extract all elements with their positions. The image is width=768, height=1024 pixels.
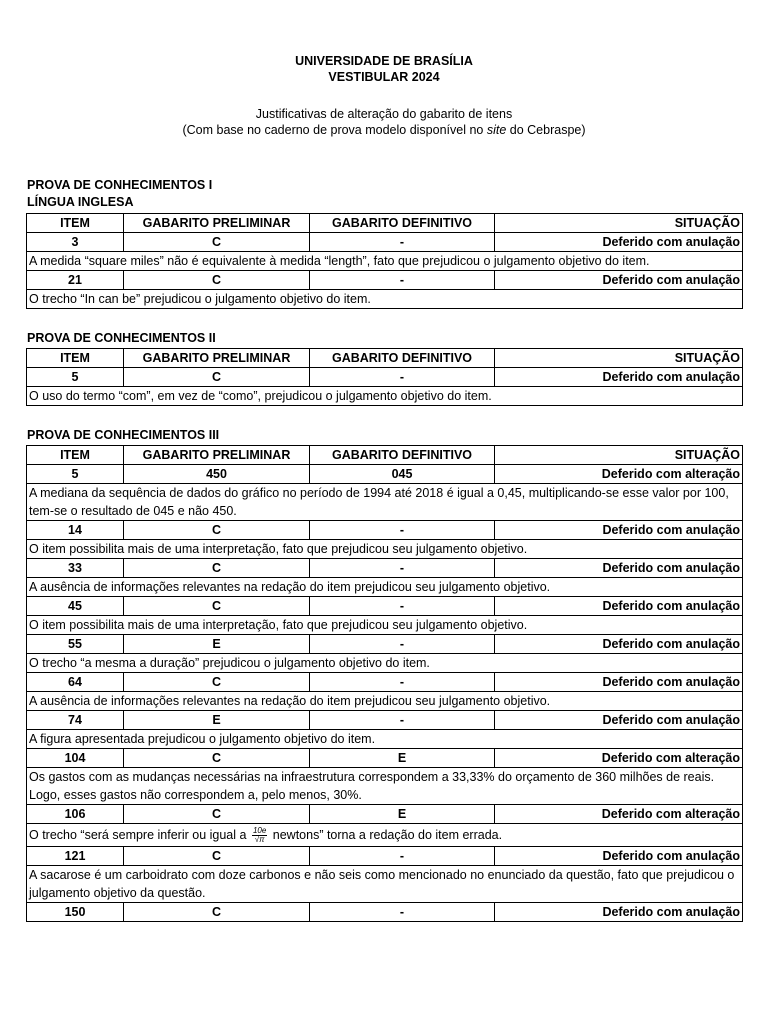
table-row <box>27 635 743 654</box>
table-row <box>27 465 743 484</box>
gabarito-definitivo: - <box>310 711 495 730</box>
justification-row <box>27 768 743 805</box>
situacao: Deferido com anulação <box>495 368 743 387</box>
exam-title: VESTIBULAR 2024 <box>328 70 440 84</box>
situacao: Deferido com anulação <box>495 559 743 578</box>
gabarito-preliminar: C <box>124 673 310 692</box>
note-text-end: do Cebraspe) <box>506 123 586 137</box>
gabarito-preliminar: 450 <box>124 465 310 484</box>
table-header-row <box>27 214 743 233</box>
justificativa-text-end: newtons” torna a redação do item errada. <box>269 827 503 842</box>
justificativa: A sacarose é um carboidrato com doze carbonos e não seis como mencionado no enunciado da questão, fato que prejudicou o julgamento objetivo da questão. <box>27 866 743 903</box>
situacao: Deferido com anulação <box>495 597 743 616</box>
gabarito-definitivo: - <box>310 673 495 692</box>
justification-row <box>27 290 743 309</box>
section-subtitle: LÍNGUA INGLESA <box>27 195 134 209</box>
situacao: Deferido com anulação <box>495 271 743 290</box>
section-title: PROVA DE CONHECIMENTOS II <box>27 331 216 345</box>
math-fraction <box>252 827 267 844</box>
fraction-denominator: √π <box>254 835 265 845</box>
situacao: Deferido com alteração <box>495 749 743 768</box>
gabarito-preliminar: C <box>124 233 310 252</box>
situacao: Deferido com anulação <box>495 233 743 252</box>
gabarito-preliminar: C <box>124 559 310 578</box>
gabarito-definitivo: - <box>310 559 495 578</box>
gabarito-preliminar: C <box>124 903 310 922</box>
justificativa: A medida “square miles” não é equivalente à medida “length”, fato que prejudicou o julgamento objetivo do item. <box>27 252 743 271</box>
gabarito-definitivo: - <box>310 847 495 866</box>
situacao: Deferido com alteração <box>495 465 743 484</box>
justificativa-text-start: O trecho “será sempre inferir ou igual a <box>29 827 250 842</box>
col-header-situacao: SITUAÇÃO <box>495 446 743 465</box>
gabarito-definitivo: - <box>310 521 495 540</box>
item-number: 14 <box>27 521 124 540</box>
situacao: Deferido com anulação <box>495 903 743 922</box>
item-number: 5 <box>27 465 124 484</box>
justification-row <box>27 866 743 903</box>
table-row <box>27 597 743 616</box>
item-number: 74 <box>27 711 124 730</box>
justificativa: A ausência de informações relevantes na redação do item prejudicou seu julgamento objetivo. <box>27 692 743 711</box>
item-number: 121 <box>27 847 124 866</box>
note-text-start: (Com base no caderno de prova modelo disponível no <box>182 123 487 137</box>
table-row <box>27 805 743 824</box>
justificativa: A ausência de informações relevantes na redação do item prejudicou seu julgamento objetivo. <box>27 578 743 597</box>
table-row <box>27 903 743 922</box>
table-header-row <box>27 446 743 465</box>
item-number: 64 <box>27 673 124 692</box>
gabarito-preliminar: E <box>124 635 310 654</box>
table-row <box>27 559 743 578</box>
gabarito-preliminar: C <box>124 805 310 824</box>
gabarito-preliminar: C <box>124 521 310 540</box>
justification-row <box>27 387 743 406</box>
gabarito-preliminar: C <box>124 271 310 290</box>
col-header-situacao: SITUAÇÃO <box>495 214 743 233</box>
justificativa: A mediana da sequência de dados do gráfico no período de 1994 até 2018 é igual a 0,45, multiplicando-se esse valor por 100, tem-se o resultado de 045 e não 450. <box>27 484 743 521</box>
section-title: PROVA DE CONHECIMENTOS III <box>27 428 220 442</box>
justification-row <box>27 540 743 559</box>
justificativa: Os gastos com as mudanças necessárias na infraestrutura correspondem a 33,33% do orçamento de 360 milhões de reais. Logo, esses gastos não correspondem a, pelo menos, 30%. <box>27 768 743 805</box>
justificativa: O uso do termo “com”, em vez de “como”, prejudicou o julgamento objetivo do item. <box>27 387 743 406</box>
item-number: 55 <box>27 635 124 654</box>
gabarito-definitivo: - <box>310 903 495 922</box>
col-header-situacao: SITUAÇÃO <box>495 349 743 368</box>
item-number: 45 <box>27 597 124 616</box>
section-3-table <box>26 445 743 922</box>
justification-row <box>27 252 743 271</box>
justificativa: O item possibilita mais de uma interpretação, fato que prejudicou seu julgamento objetivo. <box>27 616 743 635</box>
gabarito-definitivo: - <box>310 635 495 654</box>
col-header-preliminar: GABARITO PRELIMINAR <box>124 349 310 368</box>
note-text-emphasis: site <box>486 123 507 137</box>
situacao: Deferido com anulação <box>495 635 743 654</box>
fraction-numerator: 10e <box>252 826 267 836</box>
situacao: Deferido com alteração <box>495 805 743 824</box>
table-row <box>27 847 743 866</box>
item-number: 5 <box>27 368 124 387</box>
justificativa: O item possibilita mais de uma interpretação, fato que prejudicou seu julgamento objetivo. <box>27 540 743 559</box>
item-number: 3 <box>27 233 124 252</box>
document-note <box>0 122 768 139</box>
section-title: PROVA DE CONHECIMENTOS I <box>27 178 213 192</box>
item-number: 21 <box>27 271 124 290</box>
gabarito-definitivo: - <box>310 368 495 387</box>
gabarito-definitivo: - <box>310 271 495 290</box>
col-header-item: ITEM <box>27 349 124 368</box>
section-1-table <box>26 213 743 309</box>
justification-row <box>27 578 743 597</box>
gabarito-definitivo: E <box>310 749 495 768</box>
item-number: 106 <box>27 805 124 824</box>
gabarito-preliminar: C <box>124 368 310 387</box>
col-header-definitivo: GABARITO DEFINITIVO <box>310 214 495 233</box>
justificativa <box>27 824 743 847</box>
justificativa: A figura apresentada prejudicou o julgamento objetivo do item. <box>27 730 743 749</box>
table-row <box>27 711 743 730</box>
col-header-item: ITEM <box>27 446 124 465</box>
table-row <box>27 673 743 692</box>
gabarito-definitivo: E <box>310 805 495 824</box>
table-header-row <box>27 349 743 368</box>
justification-row <box>27 616 743 635</box>
section-2-table <box>26 348 743 406</box>
col-header-definitivo: GABARITO DEFINITIVO <box>310 446 495 465</box>
item-number: 104 <box>27 749 124 768</box>
table-row <box>27 368 743 387</box>
justification-row <box>27 824 743 847</box>
col-header-item: ITEM <box>27 214 124 233</box>
table-row <box>27 749 743 768</box>
situacao: Deferido com anulação <box>495 847 743 866</box>
gabarito-preliminar: C <box>124 597 310 616</box>
situacao: Deferido com anulação <box>495 711 743 730</box>
justification-row <box>27 692 743 711</box>
col-header-preliminar: GABARITO PRELIMINAR <box>124 446 310 465</box>
justificativa: O trecho “In can be” prejudicou o julgamento objetivo do item. <box>27 290 743 309</box>
item-number: 33 <box>27 559 124 578</box>
gabarito-preliminar: C <box>124 749 310 768</box>
table-row <box>27 233 743 252</box>
col-header-definitivo: GABARITO DEFINITIVO <box>310 349 495 368</box>
table-row <box>27 271 743 290</box>
situacao: Deferido com anulação <box>495 521 743 540</box>
situacao: Deferido com anulação <box>495 673 743 692</box>
item-number: 150 <box>27 903 124 922</box>
gabarito-definitivo: 045 <box>310 465 495 484</box>
gabarito-definitivo: - <box>310 597 495 616</box>
justification-row <box>27 654 743 673</box>
justification-row <box>27 484 743 521</box>
table-row <box>27 521 743 540</box>
university-title: UNIVERSIDADE DE BRASÍLIA <box>295 54 473 68</box>
justification-row <box>27 730 743 749</box>
justificativa: O trecho “a mesma a duração” prejudicou o julgamento objetivo do item. <box>27 654 743 673</box>
gabarito-preliminar: E <box>124 711 310 730</box>
gabarito-preliminar: C <box>124 847 310 866</box>
document-subtitle: Justificativas de alteração do gabarito de itens <box>255 107 513 121</box>
col-header-preliminar: GABARITO PRELIMINAR <box>124 214 310 233</box>
gabarito-definitivo: - <box>310 233 495 252</box>
